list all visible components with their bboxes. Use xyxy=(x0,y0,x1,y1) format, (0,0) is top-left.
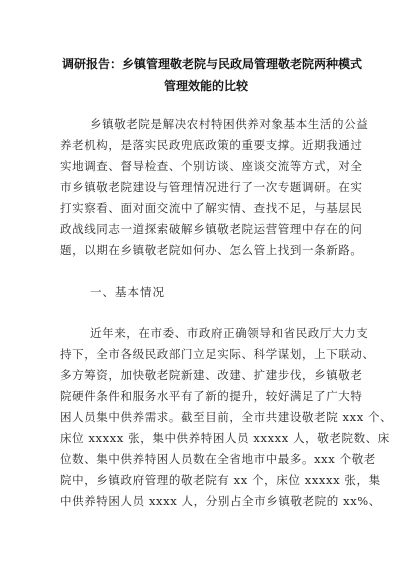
intro-paragraph-line: 实地调查、督导检查、个别访谈、座谈交流等方式，对全 xyxy=(60,159,363,173)
section-paragraph-line: 位数、集中供养特困人员数在全省地市中最多。xxx 个敬老 xyxy=(60,452,376,466)
section-paragraph-line: 近年来，在市委、市政府正确领导和省民政厅大力支 xyxy=(90,326,369,340)
intro-paragraph-line: 题，以期在乡镇敬老院如何办、怎么管上找到一条新路。 xyxy=(60,243,363,257)
section-paragraph-line: 持下，全市各级民政部门立足实际、科学谋划，上下联动、 xyxy=(60,347,375,361)
document-title-line-1: 调研报告：乡镇管理敬老院与民政局管理敬老院两种模式 xyxy=(62,57,363,71)
intro-paragraph-line: 政战线同志一道探索破解乡镇敬老院运营管理中存在的问 xyxy=(60,222,363,236)
section-paragraph-line: 院中，乡镇政府管理的敬老院有 xx 个，床位 xxxxx 张，集 xyxy=(60,473,381,487)
intro-paragraph-line: 乡镇敬老院是解决农村特困供养对象基本生活的公益 xyxy=(90,117,369,131)
intro-paragraph-line: 打实察看、面对面交流中了解实情、查找不足，与基层民 xyxy=(60,201,363,215)
section-paragraph-line: 中供养特困人员 xxxx 人，分别占全市乡镇敬老院的 xx%、 xyxy=(60,494,381,508)
section-paragraph-line: 困人员集中供养需求。截至目前，全市共建设敬老院 xxx 个、 xyxy=(60,410,393,424)
section-paragraph-line: 院硬件条件和服务水平有了新的提升，较好满足了广大特 xyxy=(60,389,363,403)
document-title-line-2: 管理效能的比较 xyxy=(164,79,249,93)
section-paragraph-line: 床位 xxxxx 张，集中供养特困人员 xxxxx 人，敬老院数、床 xyxy=(60,431,390,445)
intro-paragraph-line: 市乡镇敬老院建设与管理情况进行了一次专题调研。在实 xyxy=(60,180,363,194)
intro-paragraph-line: 养老机构，是落实民政兜底政策的重要支撑。近期我通过 xyxy=(60,138,363,152)
section-paragraph-line: 多方筹资，加快敬老院新建、改建、扩建步伐，乡镇敬老 xyxy=(60,368,363,382)
section-heading: 一、基本情况 xyxy=(90,285,165,299)
